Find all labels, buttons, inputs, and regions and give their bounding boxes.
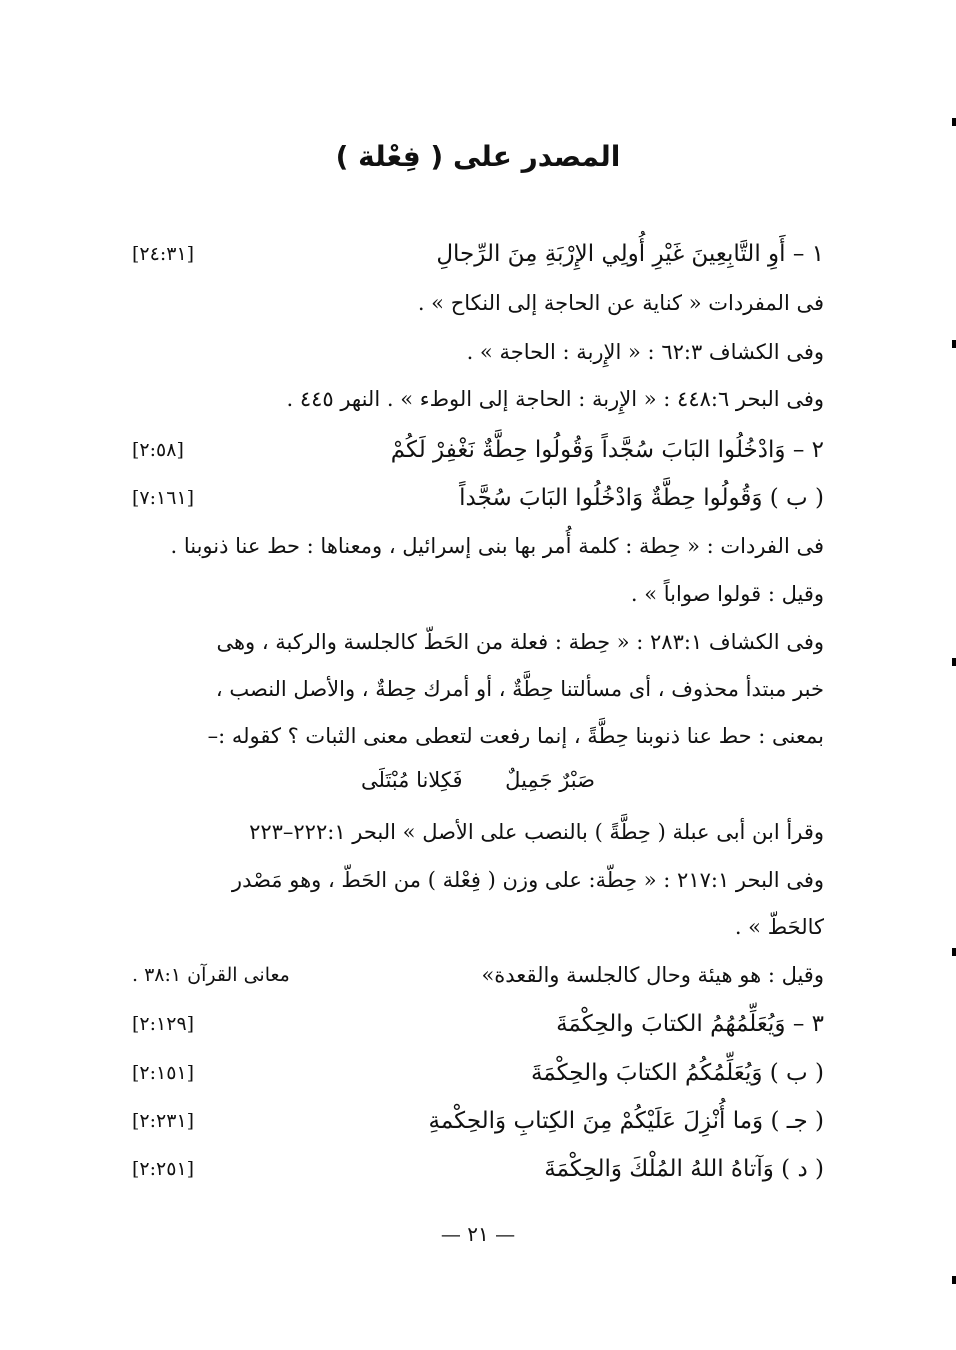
verse-reference: [٢:٢٥١] [132,1158,195,1180]
commentary-text: بمعنى : حط عنا ذنوبنا حِطَّةً ، إنما رفعت لتعطى معنى الثبات ؟ كقوله :– [207,724,824,748]
verse-reference: [٢:١٥١] [132,1062,195,1084]
quran-verse: ( ب ) وَقُولُوا حِطَّةٌ وَادْخُلُوا البَابَ سُجَّداً [459,485,824,511]
commentary-line [132,522,824,570]
entry-line [132,1049,824,1097]
page-title: المصدر على ( فِعْلة ) [335,140,621,173]
entry-line [132,426,824,474]
commentary-text: كالحَطّ » . [734,915,824,939]
commentary-text: وقرأ ابن أبى عبلة ( حِطَّةً ) بالنصب على الأصل » البحر ٢٢٢:١–٢٢٣ [249,820,824,844]
commentary-line [132,856,824,904]
verse-reference: [٢٤:٣١] [132,243,195,265]
commentary-line [132,951,824,999]
scan-mark [952,118,956,126]
quran-verse: ( جـ ) وَما أُنْزِلَ عَلَيْكُمْ مِنَ الكِتابِ وَالحِكْمةِ [428,1108,824,1134]
commentary-text: وفى الكشاف ٦٢:٣ : « الإِربة : الحاجة » . [466,340,824,364]
verse-reference: [٧:١٦١] [132,487,195,509]
commentary-text: فى الفردات : « حِطة : كلمة أُمر بها بنى إسرائيل ، ومعناها : حط عنا ذنوبنا . [170,534,824,558]
entry-line [132,230,824,278]
commentary-line [132,808,824,856]
quran-verse: ٣ – وَيُعَلِّمُهُمُ الكتابَ والحِكْمَةَ [556,1011,824,1037]
quran-verse: ١ – أَوِ التَّابِعِينَ غَيْرِ أُولِي الإِرْبَةِ مِنَ الرِّجالِ [436,241,824,267]
page-number: — ٢١ — [440,1222,516,1246]
verse-reference: [٢:٥٨] [132,439,184,461]
commentary-text: وفى الكشاف ٢٨٣:١ : « حِطة : فعلة من الحَطّ كالجلسة والركبة ، وهى [216,630,824,654]
entry-line [132,1000,824,1048]
commentary-line [132,279,824,327]
commentary-line [132,375,824,423]
verse-reference: [٢:١٢٩] [132,1013,195,1035]
quran-verse: ( د ) وَآتاهُ اللهُ المُلْكَ وَالحِكْمَةَ [544,1156,824,1182]
commentary-line [132,712,824,760]
commentary-text: وفى البحر ٤٤٨:٦ : « الإِربة : الحاجة إلى الوطء » . النهر ٤٤٥ . [286,387,824,411]
scan-mark [952,948,956,956]
entry-line [132,1145,824,1193]
commentary-line [132,570,824,618]
commentary-line [132,903,824,951]
commentary-text: وقيل : قولوا صواباً » . [630,582,824,606]
source-reference: معانى القرآن ٣٨:١ . [132,964,290,986]
verse-hemistich-second: فَكِلانا مُبْتَلَى [361,768,463,792]
scan-mark [952,340,956,348]
scan-mark [952,658,956,666]
commentary-line [132,618,824,666]
commentary-text: وفى البحر ٢١٧:١ : « حِطّة: على وزن ( فِعْلة ) من الحَطّ ، وهو مَصْدر [231,868,824,892]
scan-mark [952,1276,956,1284]
commentary-text: وقيل : هو هيئة وحال كالجلسة والقعدة» [481,963,824,987]
entry-line [132,474,824,522]
poetry-verse [0,756,956,804]
commentary-text: خبر مبتدأ محذوف ، أى مسألتنا حِطَّةٌ ، أو أمرك حِطةٌ ، والأصل النصب ، [215,677,824,701]
verse-hemistich-first: صَبْرٌ جَمِيلٌ [505,768,595,792]
quran-verse: ٢ – وَادْخُلُوا البَابَ سُجَّداً وَقُولُوا حِطَّةٌ نَغْفِرْ لَكُمْ [390,437,824,463]
quran-verse: ( ب ) وَيُعَلِّمُكُمُ الكتابَ والحِكْمَةَ [530,1060,824,1086]
commentary-line [132,328,824,376]
entry-line [132,1097,824,1145]
commentary-text: فى المفردات « كناية عن الحاجة إلى النكاح » . [417,291,824,315]
commentary-line [132,665,824,713]
verse-reference: [٢:٢٣١] [132,1110,195,1132]
